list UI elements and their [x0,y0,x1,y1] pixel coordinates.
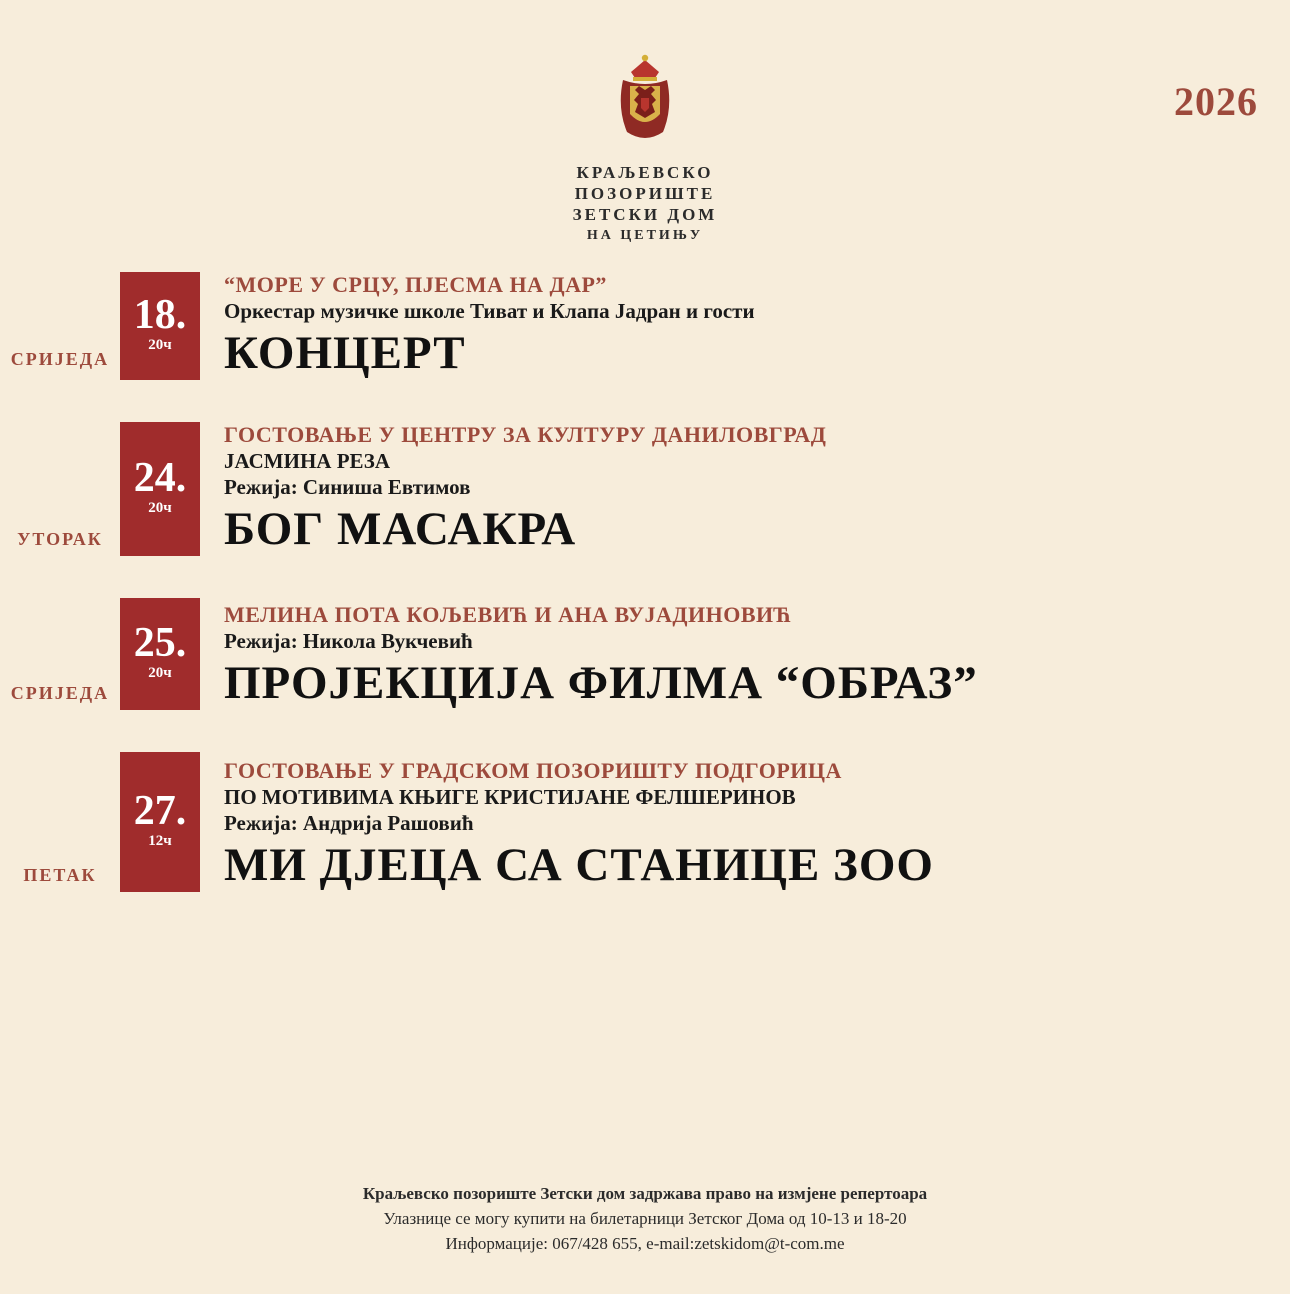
event-subtitle-black: ЈАСМИНА РЕЗА [224,449,391,473]
poster-footer [0,1181,1290,1256]
event-details [224,272,1100,380]
program-item[interactable] [0,272,1100,380]
event-subtitle-red: ГОСТОВАЊЕ У ЦЕНТРУ ЗА КУЛТУРУ ДАНИЛОВГРАД [224,422,827,447]
theatre-name [0,162,1290,246]
event-day: 24. [133,455,187,501]
event-weekday: ПЕТАК [23,865,97,885]
program-item[interactable] [0,752,1100,892]
event-time: 20ч [148,337,172,353]
event-weekday: СРИЈЕДА [10,683,110,703]
event-title: МИ ДЈЕЦА СА СТАНИЦЕ ЗОО [224,839,934,891]
event-subtitle-black: ПО МОТИВИМА КЊИГЕ КРИСТИЈАНЕ ФЕЛШЕРИНОВ [224,785,796,809]
theatre-name-line3: ЗЕТСКИ ДОМ [572,205,718,224]
event-subtitle-red: ГОСТОВАЊЕ У ГРАДСКОМ ПОЗОРИШТУ ПОДГОРИЦА [224,758,842,783]
program-item[interactable] [0,422,1100,556]
poster-header [0,52,1290,246]
event-datebox [120,752,200,892]
theatre-name-line2: ПОЗОРИШТЕ [574,184,716,203]
event-title: ПРОЈЕКЦИЈА ФИЛМА “ОБРАЗ” [224,657,978,709]
theatre-name-line4: НА ЦЕТИЊУ [586,228,704,243]
event-weekday: СРИЈЕДА [10,349,110,369]
footer-tickets: Улазнице се могу купити на билетарници Зетског Дома од 10-13 и 18-20 [383,1209,907,1228]
event-day: 18. [133,292,187,338]
event-subtitle-red: МЕЛИНА ПОТА КОЉЕВИЋ И АНА ВУЈАДИНОВИЋ [224,602,792,627]
year-label: 2026 [1174,79,1258,124]
event-director: Режија: Андрија Рашовић [224,811,474,835]
event-details [224,422,1100,556]
event-datebox [120,422,200,556]
event-time: 12ч [148,833,172,849]
event-title: БОГ МАСАКРА [224,503,577,555]
event-details [224,752,1100,892]
event-director: Режија: Никола Вукчевић [224,629,473,653]
event-datebox [120,272,200,380]
event-director: Режија: Синиша Евтимов [224,475,471,499]
program-item[interactable] [0,598,1100,710]
event-time: 20ч [148,500,172,516]
event-title: КОНЦЕРТ [224,327,466,379]
event-datebox [120,598,200,710]
theatre-name-line1: КРАЉЕВСКО [576,163,714,182]
event-subtitle-red: “МОРЕ У СРЦУ, ПЈЕСМА НА ДАР” [224,272,607,297]
coat-of-arms-icon [597,52,693,148]
event-time: 20ч [148,665,172,681]
footer-disclaimer: Краљевско позориште Зетски дом задржава право на измјене репертоара [362,1184,928,1203]
program-list [0,272,1100,934]
footer-contact: Информације: 067/428 655, e-mail:zetskidom@t-com.me [445,1234,845,1253]
event-weekday: УТОРАК [17,529,103,549]
event-day: 25. [133,620,187,666]
event-day: 27. [133,788,187,834]
event-subtitle-black: Оркестар музичке школе Тиват и Клапа Јадран и гости [224,299,755,323]
event-details [224,598,1100,710]
